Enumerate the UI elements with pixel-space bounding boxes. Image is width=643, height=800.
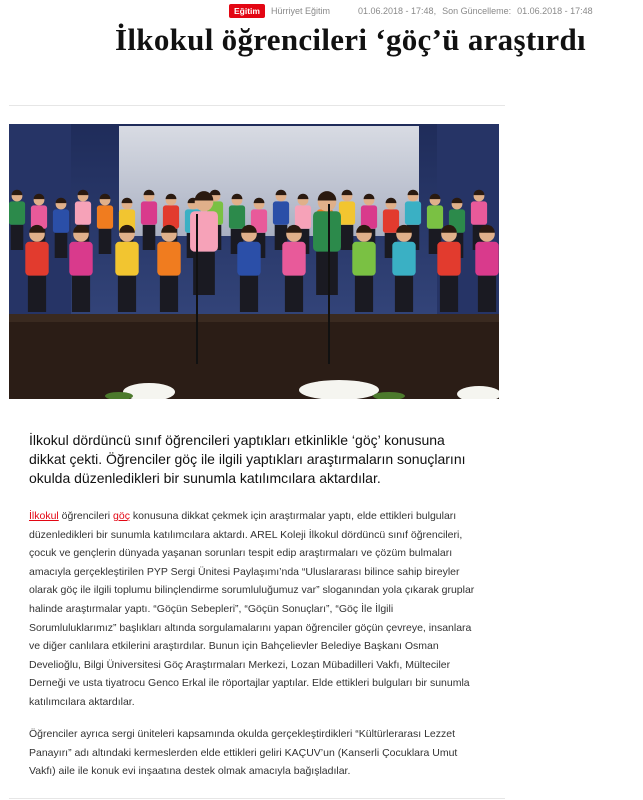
tag-link-ilkokul[interactable]: İlkokul <box>29 510 59 522</box>
divider <box>9 105 505 106</box>
published-date: 01.06.2018 - 17:48, <box>358 6 437 16</box>
divider <box>9 798 505 799</box>
article-spot: İlkokul dördüncü sınıf öğrencileri yaptıkları etkinlikle ‘göç’ konusuna dikkat çekti. Öğrenciler göç ile ilgili yaptıkları araştırmaların sonuçlarını okulda düzenledikleri bir sunumla katılımcılara aktardılar. <box>29 432 466 486</box>
source-name[interactable]: Hürriyet Eğitim <box>270 6 330 16</box>
article-paragraph: İlkokul öğrencileri göç konusuna dikkat çekmek için araştırmalar yaptı, elde ettikleri bulguları düzenledikleri bir sunumla katılımcılara aktardı. AREL Koleji İlkokul dördüncü sınıf öğrencileri, çocuk ve gençlerin dünyada yaşanan sorunları tespit edip araştırmaları ve çözüm bulmaları amacıyla gerçekleştirilen PYP Sergi Ünitesi Paylaşımı’nda “Uluslararası bilince sahip bireyler olarak göç ile ilgili toplumu bilinçlendirme sorumluluğumuz var” sloganından yola çıkarak gruplar halinde araştırmalar yaptı. “Göçün Sebepleri”, “Göçün Sonuçları”, “Göç İle İlgili Sorumluluklarımız” başlıkları altında sorgulamalarını yapan öğrenciler göçün çevreye, insanlara ve diğer canlılara etkilerini araştırdılar. Bunun için Bahçelievler Belediye Başkanı Osman Develioğlu, Bilgi Üniversitesi Göç Araştırmaları Merkezi, Lozan Mübadilleri Vakfı, Mülteciler Derneği ve usta tiyatrocu Genco Erkal ile röportajlar yaptılar. Elde ettikleri bulguları bir sunumla katılımcılara aktardılar. <box>29 510 475 708</box>
updated-label: Son Güncelleme: <box>442 6 512 16</box>
article-title: İlkokul öğrencileri ‘göç’ü araştırdı <box>115 22 586 57</box>
article-meta <box>229 4 593 18</box>
article-paragraph: Öğrenciler ayrıca sergi üniteleri kapsamında okulda gerçekleştirdikleri “Kültürlerarası Lezzet Panayırı” adı altındaki kermeslerden elde ettikleri geliri KAÇUV’un (Kanserli Çocuklara Umut Vakfı) aile ile konuk evi inşaatına destek olmak amacıyla bağışladılar. <box>29 728 458 778</box>
tag-link-goc[interactable]: göç <box>113 510 130 522</box>
updated-date: 01.06.2018 - 17:48 <box>517 6 593 16</box>
article-photo <box>9 124 499 399</box>
category-badge[interactable]: Eğitim <box>229 4 265 18</box>
